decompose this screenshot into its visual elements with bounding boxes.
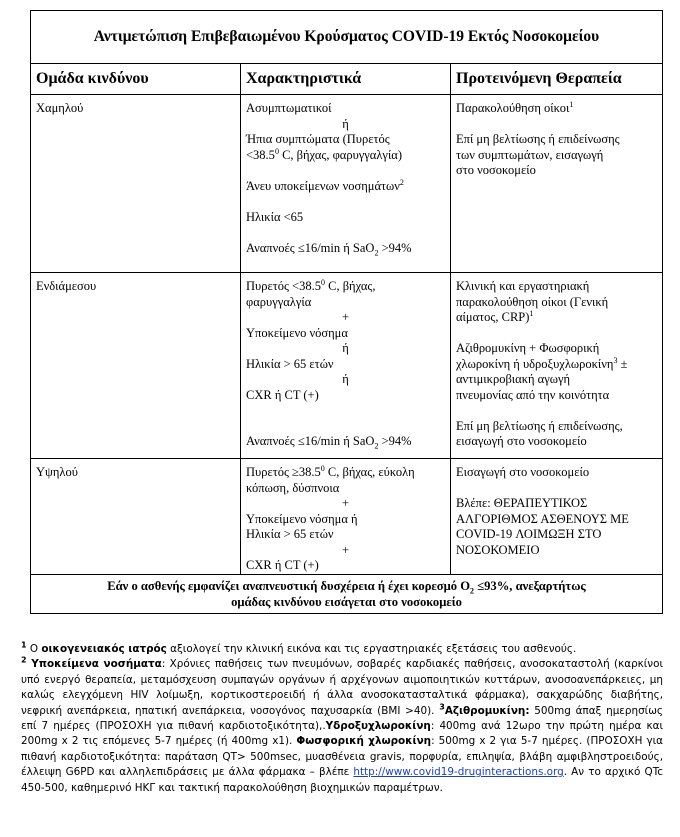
therapy-low: Παρακολούθηση οίκοι$^1$ Επί μη βελτίωσης ή επιδείνωσης των συμπτωμάτων, εισαγωγή στο νοσοκομείο — [451, 95, 663, 273]
header-row — [31, 64, 663, 95]
treatment-table — [30, 10, 663, 614]
header-features: Χαρακτηριστικά — [241, 64, 451, 95]
therapy-intermediate: Κλινική και εργαστηριακή παρακολούθηση οίκοι (Γενική αίματος, CRP)$^1$ Αζιθρομυκίνη + Φωσφορική χλωροκίνη ή υδροξυχλωροκίνη$^3$ ± αντιμικροβιακή αγωγή πνευμονίας από την κοινότητα Επί μη βελτίωσης ή επιδείνωσης, εισαγωγή στο νοσοκομείο — [451, 273, 663, 459]
row-low-risk — [31, 95, 663, 273]
features-low: Ασυμπτωματικοί ή Ήπια συμπτώματα (Πυρετός $<38.5^0$ C, βήχας, φαρυγγαλγία) Άνευ υποκείμενων νοσημάτων$^2$ Ηλικία <65 Αναπνοές ≤16/min ή SaO$_2$ >94% — [241, 95, 451, 273]
footer-note: Εάν ο ασθενής εμφανίζει αναπνευστική δυσχέρεια ή έχει κορεσμό $O_2 \le 93\%$, ανεξαρτήτως ομάδας κινδύνου εισάγεται στο νοσοκομείο — [31, 574, 663, 613]
risk-group-high: Υψηλού — [31, 459, 241, 575]
footnote-1: $^1$ Ο οικογενειακός ιατρός αξιολογεί την κλινική εικόνα και τις εργαστηριακές εξετάσεις του ασθενούς. — [21, 640, 577, 655]
header-risk-group: Ομάδα κινδύνου — [31, 64, 241, 95]
document — [30, 10, 662, 614]
footnote-2-3: $^2$ Υποκείμενα νοσήματα: Χρόνιες παθήσεις των πνευμόνων, σοβαρές καρδιακές παθήσεις, ανοσοκαταστολή (καρκίνοι υπό ενεργό θεραπεία, μεταμόσχευση συμπαγών οργάνων ή αρχέγονων αιμοποιητικών κυττάρων, ανοσοανεπάρκειες, μη καλώς ελεγχόμενη HIV λοίμωξη, κορτικοστεροειδή ή άλλα ανοσοκατασταλτικά φάρμακα), σακχαρώδης διαβήτης, νεφρική ανεπάρκεια, ηπατική ανεπάρκεια, νοσογόνος παχυσαρκία (BMI >40). $^3$Αζιθρομυκίνη: 500mg άπαξ ημερησίως επί 7 ημέρες (ΠΡΟΣΟΧΗ για πιθανή καρδιοτοξικότητα),.Υδροξυχλωροκίνη: 400mg ανά 12ωρο την πρώτη ημέρα και 200mg x 2 τις επόμενες 5-7 ημέρες (ή 400mg x1). Φωσφορική χλωροκίνη: 500mg x 2 για 5-7 ημέρες. (ΠΡΟΣΟΧΗ για πιθανή καρδιοτοξικότητα: παράταση QT> 500msec, μυασθένεια gravis, πορφυρία, επιληψία, βλάβη αμφιβληστροειδούς, έλλειψη G6PD και αλληλεπιδράσεις με άλλα φάρμακα – βλέπε http://www.covid19-druginteractions.org. Αν το αρχικό QTc 450-500, καθημερινό ΗΚΓ και τακτική παρακολούθηση βιοχημικών παραμέτρων. — [21, 655, 664, 794]
drug-interactions-link[interactable]: http://www.covid19-druginteractions.org — [353, 766, 564, 779]
row-high-risk — [31, 459, 663, 575]
risk-group-low: Χαμηλού — [31, 95, 241, 273]
therapy-high: Εισαγωγή στο νοσοκομείο Βλέπε: ΘΕΡΑΠΕΥΤΙΚΟΣ ΑΛΓΟΡΙΘΜΟΣ ΑΣΘΕΝΟΥΣ ΜΕ COVID-19 ΛΟΙΜΩΞΗ ΣΤΟ ΝΟΣΟΚΟΜΕΙΟ — [451, 459, 663, 575]
header-therapy: Προτεινόμενη Θεραπεία — [451, 64, 663, 95]
features-intermediate: $\Pi\upsilon\rho\varepsilon\tau ό\varsigma <38.5^0$ C, βήχας, φαρυγγαλγία + Υποκείμενο νόσημα ή Ηλικία > 65 ετών ή CXR ή CT (+) Αναπνοές ≤16/min ή SaO$_2$ >94% — [241, 273, 451, 459]
footnotes — [21, 642, 663, 796]
table-title: Αντιμετώπιση Επιβεβαιωμένου Κρούσματος COVID-19 Εκτός Νοσοκομείου — [31, 11, 663, 64]
row-intermediate-risk — [31, 273, 663, 459]
footer-row — [31, 574, 663, 613]
risk-group-intermediate: Ενδιάμεσου — [31, 273, 241, 459]
features-high: $\Pi\upsilon\rho\varepsilon\tau ό\varsigma \ge 38.5^0$ C, βήχας, εύκολη κόπωση, δύσπνοια + Υποκείμενο νόσημα ή Ηλικία > 65 ετών + CXR ή CT (+) — [241, 459, 451, 575]
